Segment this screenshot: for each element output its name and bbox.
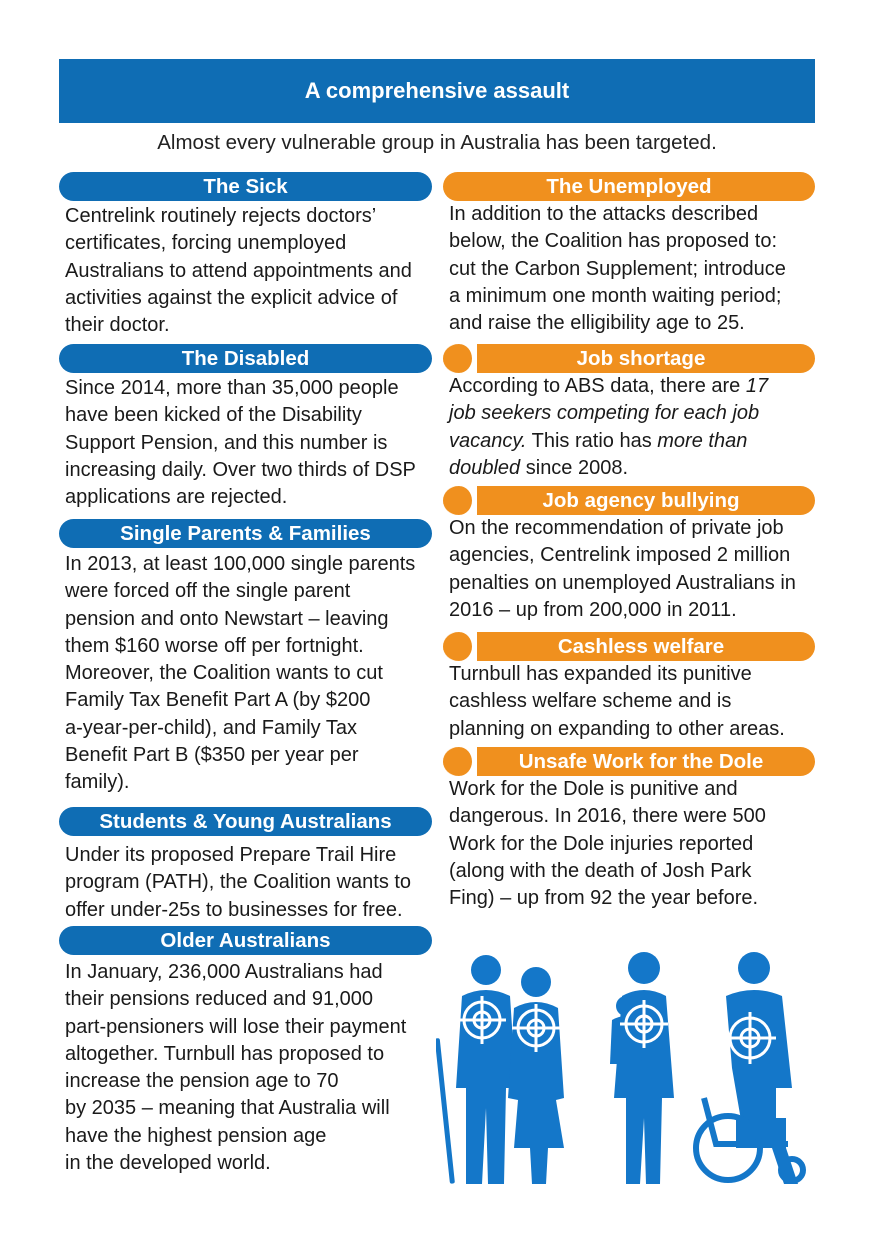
heading-unsafe-work-label: Unsafe Work for the Dole <box>518 749 764 773</box>
banner-title: A comprehensive assault <box>304 78 570 103</box>
heading-job-shortage <box>443 344 815 373</box>
figure-body <box>726 990 792 1126</box>
heading-the-disabled: The Disabled <box>59 344 432 373</box>
bullet-dot-icon <box>443 344 475 373</box>
job-shortage-line1b: 17 <box>745 375 769 397</box>
cane <box>436 1038 455 1184</box>
bullet-dot-icon <box>443 747 475 776</box>
heading-older-australians: Older Australians <box>59 926 432 955</box>
bullet-dot-icon <box>443 486 475 515</box>
text-the-unemployed: In addition to the attacks described below, the Coalition has proposed to: cut the Carbon Supplement; introduce a minimum one month waiting period; and raise the elligibility age to 25. <box>449 203 786 335</box>
figure-head <box>521 967 551 997</box>
text-cashless-welfare: Turnbull has expanded its punitive cashless welfare scheme and is planning on expanding to other areas. <box>449 663 785 740</box>
heading-cashless-welfare-label: Cashless welfare <box>557 634 725 658</box>
job-shortage-line4a: doubled <box>449 456 521 479</box>
text-unsafe-work: Work for the Dole is punitive and dangerous. In 2016, there were 500 Work for the Dole injuries reported (along with the death of Josh Park Fing) – up from 92 the year before. <box>449 778 766 910</box>
text-the-sick: Centrelink routinely rejects doctors’ certificates, forcing unemployed Australians to attend appointments and activities against the explicit advice of their doctor. <box>65 205 412 337</box>
text-job-agency-bullying: On the recommendation of private job agencies, Centrelink imposed 2 million penalties on unemployed Australians in 2016 – up from 200,000 in 2011. <box>449 517 796 621</box>
job-shortage-line3a: vacancy. <box>449 429 527 452</box>
heading-cashless-welfare <box>443 632 815 661</box>
heading-job-shortage-label: Job shortage <box>576 346 706 370</box>
heading-students: Students & Young Australians <box>59 807 432 836</box>
targeted-people-illustration <box>436 948 816 1184</box>
bullet-dot-icon <box>443 632 475 661</box>
job-shortage-line3c: more than <box>657 429 748 452</box>
job-shortage-line3b: This ratio has <box>526 429 658 452</box>
heading-job-agency-bullying-label: Job agency bullying <box>542 488 740 512</box>
heading-unsafe-work <box>443 747 815 776</box>
heading-job-agency-bullying <box>443 486 815 515</box>
job-shortage-line2: job seekers competing for each job <box>449 402 760 425</box>
text-single-parents: In 2013, at least 100,000 single parents were forced off the single parent pension and onto Newstart – leaving them $160 worse off per fortnight. Moreover, the Coalition wants to cut Family Tax Benefit Part A (by $200 a-year-per-child), and Family Tax Benefit Part B ($350 per year per family). <box>65 553 416 794</box>
subtitle: Almost every vulnerable group in Australia has been targeted. <box>157 131 717 154</box>
job-shortage-line1a: According to ABS data, there are <box>449 375 746 397</box>
text-older-australians: In January, 236,000 Australians had their pensions reduced and 91,000 part-pensioners will lose their payment altogether. Turnbull has proposed to increase the pension age to 70 by 2035 – meaning that Australia will have the highest pension age in the developed world. <box>65 961 407 1175</box>
child-head <box>616 996 636 1016</box>
heading-the-unemployed: The Unemployed <box>443 172 815 201</box>
job-shortage-line4b: since 2008. <box>520 456 629 479</box>
figure-head <box>738 952 770 984</box>
heading-the-sick: The Sick <box>59 172 432 201</box>
text-job-shortage <box>449 373 819 482</box>
figure-head <box>628 952 660 984</box>
banner <box>59 59 815 123</box>
heading-single-parents: Single Parents & Families <box>59 519 432 548</box>
figure-head <box>471 955 501 985</box>
text-the-disabled: Since 2014, more than 35,000 people have been kicked of the Disability Support Pension, and this number is increasing daily. Over two thirds of DSP applications are rejected. <box>65 377 416 509</box>
text-students: Under its proposed Prepare Trail Hire program (PATH), the Coalition wants to offer under-25s to businesses for free. <box>65 844 412 921</box>
